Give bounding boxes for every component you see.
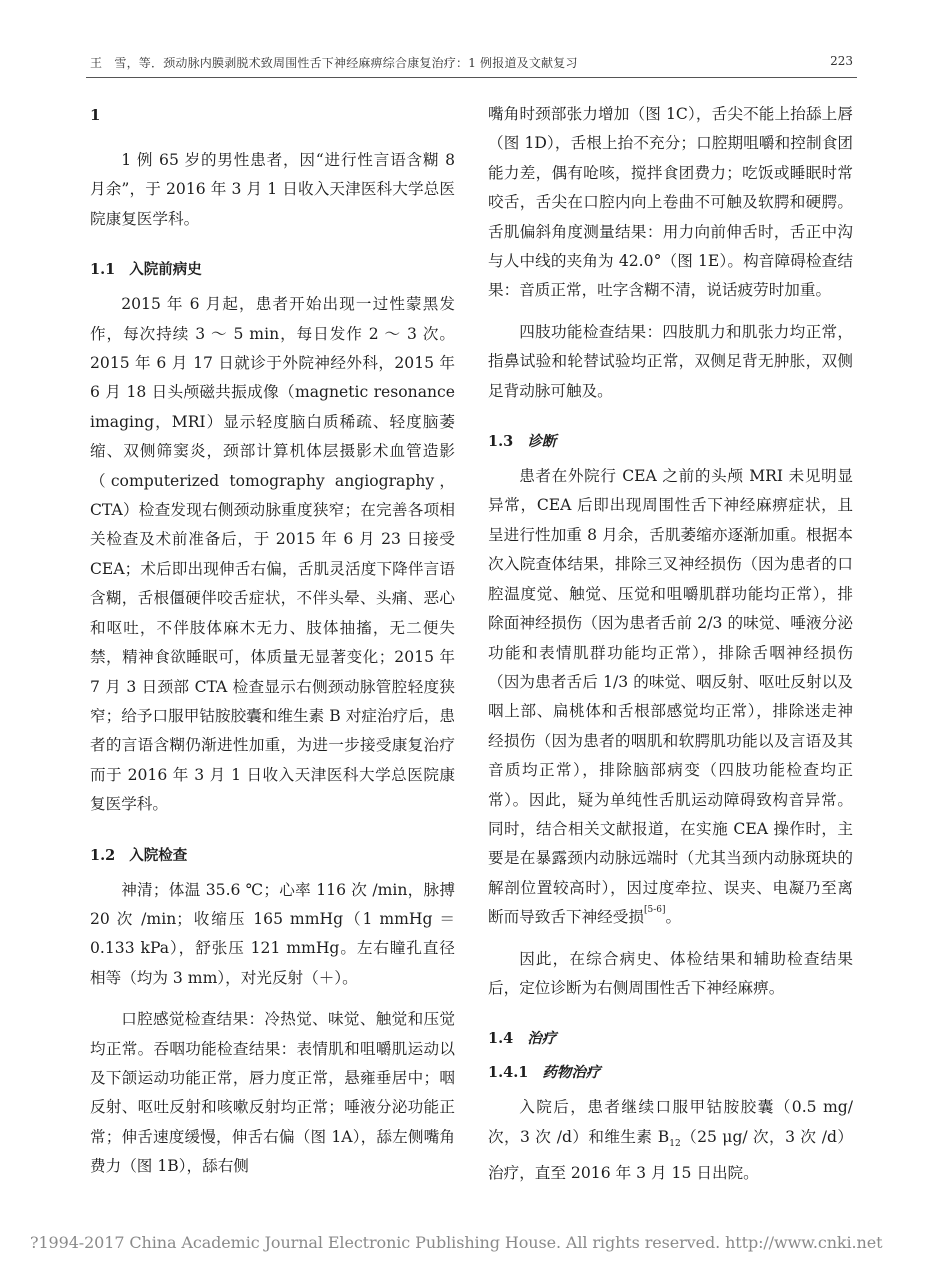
history-paragraph: 2015 年 6 月起，患者开始出现一过性蒙黑发作，每次持续 3 ～ 5 min，每日发作 2 ～ 3 次。2015 年 6 月 17 日就诊于外院神经外科，2015 年 6 月 18 日头颅磁共振成像（magnetic resonance imaging，MRI）显示轻度脑白质稀疏、轻度脑萎缩、双侧筛窦炎，颈部计算机体层摄影术血管造影（computerized tomography angiography，CTA）检查发现右侧颈动脉重度狭窄；在完善各项相关检查及术前准备后，于 2015 年 6 月 23 日接受 CEA；术后即出现伸舌右偏，舌肌灵活度下降伴言语含糊，舌根僵硬伴咬舌症状，不伴头晕、头痛、恶心和呕吐，不伴肢体麻木无力、肢体抽搐，无二便失禁，精神食欲睡眠可，体质量无显著变化；2015 年 7 月 3 日颈部 CTA 检查显示右侧颈动脉管腔轻度狭窄；给予口服甲钴胺胶囊和维生素 B 对症治疗后，患者的言语含糊仍渐进性加重，为进一步接受康复治疗而于 2016 年 3 月 1 日收入天津医科大学总医院康复医学科。 bbox=[90, 295, 455, 814]
citation-reference: [5-6] bbox=[643, 905, 666, 916]
diagnosis-end: 。 bbox=[665, 908, 682, 927]
vitals-paragraph: 神清；体温 35.6 ℃；心率 116 次 /min，脉搏 20 次 /min；收缩压 165 mmHg（1 mmHg ＝ 0.133 kPa），舒张压 121 mmHg。左右瞳孔直径相等（均为 3 mm），对光反射（＋）。 bbox=[90, 880, 455, 987]
running-header-title: 王 雪，等．颈动脉内膜剥脱术致周围性舌下神经麻痹综合康复治疗：1 例报道及文献复习 bbox=[90, 56, 578, 70]
case-intro-paragraph: 1 例 65 岁的男性患者，因“进行性言语含糊 8 月余”，于 2016 年 3 月 1 日收入天津医科大学总医院康复医学科。 bbox=[90, 151, 455, 228]
section-number: 1.2 bbox=[90, 846, 116, 864]
section-heading-1-4-1 bbox=[488, 1059, 853, 1087]
section-title: 诊断 bbox=[527, 434, 557, 451]
left-column bbox=[90, 100, 455, 1194]
diagnosis-paragraph bbox=[488, 462, 853, 933]
diagnosis-text: 患者在外院行 CEA 之前的头颅 MRI 未见明显异常，CEA 后即出现周围性舌下神经麻痹症状，且呈进行性加重 8 月余，舌肌萎缩亦逐渐加重。根据本次入院查体结果，排除三叉神经损伤（因为患者的口腔温度觉、触觉、压觉和咀嚼肌群功能均正常），排除面神经损伤（因为患者舌前 2/3 的味觉、唾液分泌功能和表情肌群功能均正常），排除舌咽神经损伤（因为患者舌后 1/3 的味觉、咽反射、呕吐反射以及咽上部、扁桃体和舌根部感觉均正常），排除迷走神经损伤（因为患者的咽肌和软腭肌功能以及言语及其音质均正常），排除脑部病变（四肢功能检查均正常）。因此，疑为单纯性舌肌运动障碍致构音异常。同时，结合相关文献报道，在实施 CEA 操作时，主要是在暴露颈内动脉远端时（尤其当颈内动脉斑块的解剖位置较高时），因过度牵拉、误夹、电凝乃至离断而导致舌下神经受损 bbox=[488, 467, 853, 927]
section-title: 药物治疗 bbox=[542, 1065, 601, 1082]
section-number: 1.3 bbox=[488, 433, 514, 451]
section-heading-1-3 bbox=[488, 428, 853, 456]
drug-therapy-text-a: 入院后，患者继续口服甲钴胺胶囊（0.5 mg/ 次，3 次 /d）和维生素 B bbox=[488, 1098, 853, 1146]
drug-therapy-text-b: （25 μg/ 次，3 次 /d）治疗，直至 2016 年 3 月 15 日出院。 bbox=[488, 1127, 853, 1183]
section-heading-1-2 bbox=[90, 842, 455, 870]
page-number: 223 bbox=[830, 54, 853, 68]
section-title: 入院前病史 bbox=[129, 262, 202, 279]
section-number: 1.4 bbox=[488, 1030, 514, 1048]
section-number: 1.1 bbox=[90, 261, 116, 279]
limb-function-paragraph: 四肢功能检查结果：四肢肌力和肌张力均正常，指鼻试验和轮替试验均正常，双侧足背无肿胀，双侧足背动脉可触及。 bbox=[488, 322, 853, 400]
section-number: 1.4.1 bbox=[488, 1064, 529, 1082]
right-column bbox=[488, 100, 853, 1201]
oral-exam-continued-paragraph: 嘴角时颈部张力增加（图 1C），舌尖不能上抬舔上唇（图 1D），舌根上抬不充分；口腔期咀嚼和控制食团能力差，偶有呛咳，搅拌食团费力；吃饭或睡眠时常咬舌，舌尖在口腔内向上卷曲不可触及软腭和硬腭。舌肌偏斜角度测量结果：用力向前伸舌时，舌正中沟与人中线的夹角为 42.0°（图 1E）。构音障碍检查结果：音质正常，吐字含糊不清，说话疲劳时加重。 bbox=[488, 105, 853, 300]
copyright-footer: ?1994-2017 China Academic Journal Electronic Publishing House. All rights reserved. http://www.cnki.net bbox=[30, 1233, 883, 1252]
diagnosis-conclusion-paragraph: 因此，在综合病史、体检结果和辅助检查结果后，定位诊断为右侧周围性舌下神经麻痹。 bbox=[488, 949, 853, 997]
section-heading-1: 1 bbox=[90, 106, 101, 124]
section-title: 治疗 bbox=[527, 1031, 557, 1048]
vitamin-subscript: 12 bbox=[669, 1138, 681, 1149]
oral-exam-paragraph: 口腔感觉检查结果：冷热觉、味觉、触觉和压觉均正常。吞咽功能检查结果：表情肌和咀嚼肌运动以及下颌运动功能正常，唇力度正常，悬雍垂居中；咽反射、呕吐反射和咳嗽反射均正常；唾液分泌功能正常；伸舌速度缓慢，伸舌右偏（图 1A），舔左侧嘴角费力（图 1B），舔右侧 bbox=[90, 1010, 455, 1176]
section-title: 入院检查 bbox=[129, 847, 188, 864]
running-header bbox=[90, 54, 853, 74]
drug-therapy-paragraph bbox=[488, 1093, 853, 1188]
header-rule bbox=[86, 77, 857, 78]
section-heading-1-1 bbox=[90, 256, 455, 284]
section-heading-1-4 bbox=[488, 1025, 853, 1053]
